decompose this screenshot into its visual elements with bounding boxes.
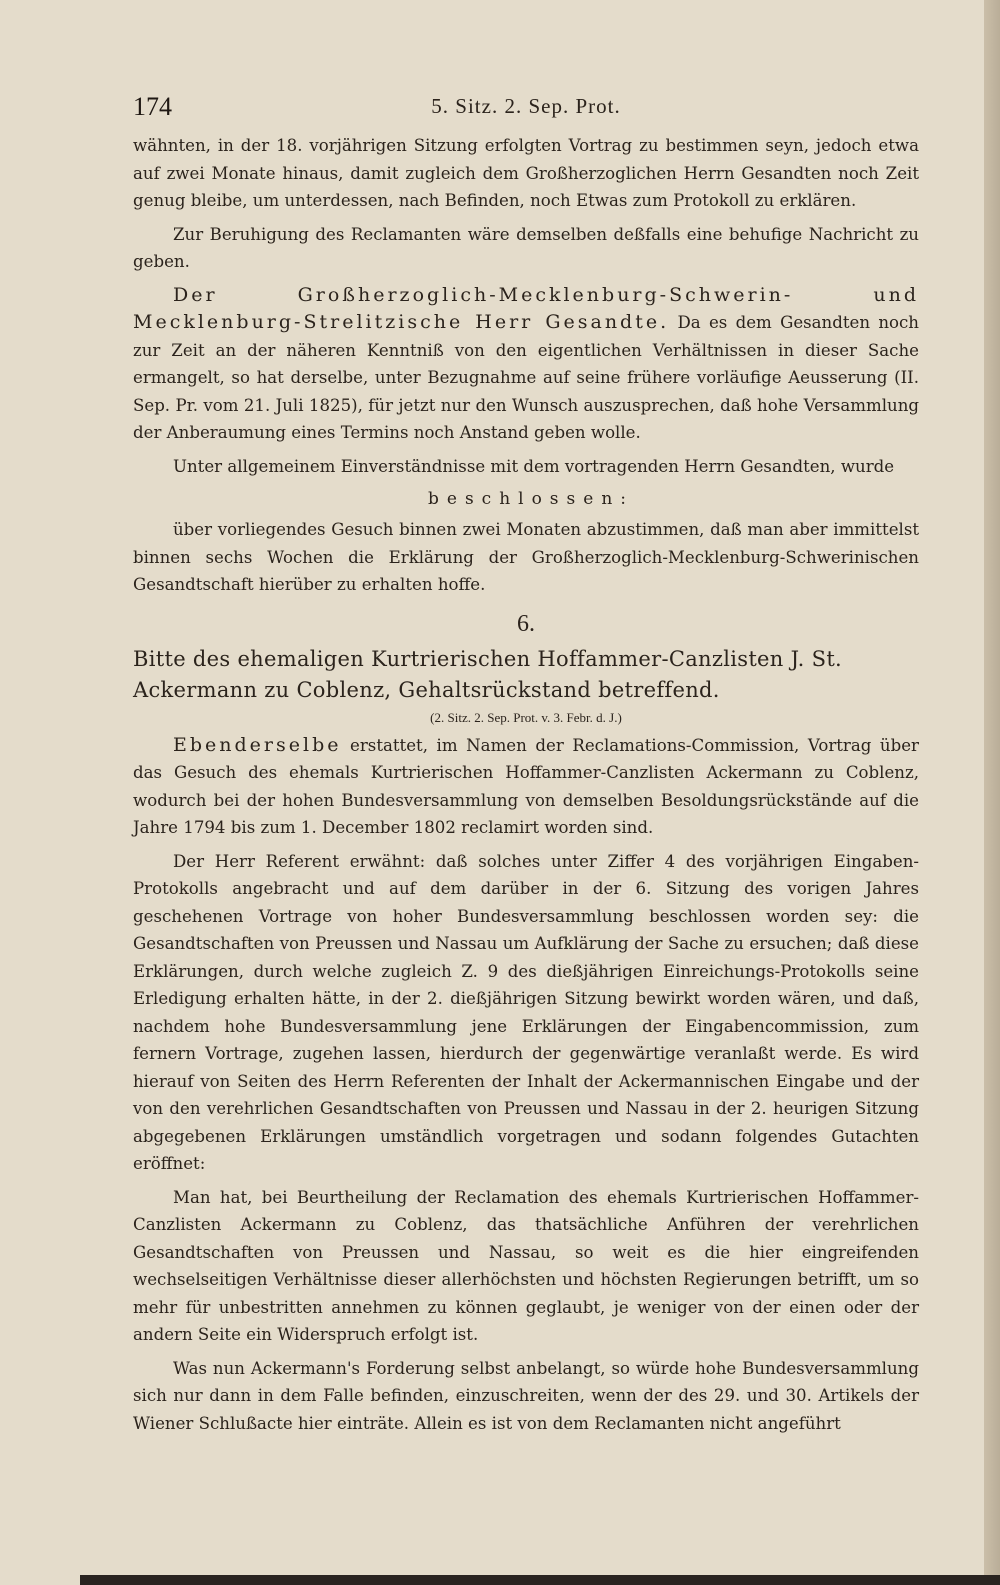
- section-number: 6.: [517, 610, 535, 637]
- page-bottom-edge: [80, 1575, 1000, 1585]
- paragraph-opinion: Man hat, bei Beurtheilung der Reclamation des ehemals Kurtrierischen Hoffammer-Canzlisten Ackermann zu Coblenz, das thatsächliche Anführen der verehrlichen Gesandtschaften von Preussen und Nassau, so weit es die hier eingreifenden wechselseitigen Verhältnisse dieser allerhöchsten und höchsten Regierungen betrifft, um so mehr für unbestritten annehmen zu können geglaubt, je weniger von der einen oder der andern Seite ein Widerspruch erfolgt ist.: [133, 1187, 919, 1344]
- section-title: Bitte des ehemaligen Kurtrierischen Hoffammer-Canzlisten J. St. Ackermann zu Coblenz, Gehaltsrückstand betreffend.: [133, 646, 843, 702]
- running-head: 5. Sitz. 2. Sep. Prot.: [431, 94, 621, 118]
- page-gutter: [984, 0, 1000, 1585]
- speaker-ebenderselbe: Ebenderselbe: [173, 733, 342, 756]
- paragraph-resolution: über vorliegendes Gesuch binnen zwei Monaten abzustimmen, daß man aber immittelst binnen sechs Wochen die Erklärung der Großherzoglich-Mecklenburg-Schwerinischen Gesandtschaft hierüber zu erhalten hoffe.: [133, 520, 919, 594]
- page-number: 174: [133, 92, 172, 121]
- page-header: [133, 92, 919, 128]
- page-content: [133, 92, 919, 1443]
- paragraph-report: [133, 732, 919, 842]
- report-text: erstattet, im Namen der Reclamations-Commission, Vortrag über das Gesuch des ehemals Kurtrierischen Hoffammer-Canzlisten Ackermann zu Coblenz, wodurch bei der hohen Bundesversammlung von demselben Besoldungsrückstände auf die Jahre 1794 bis zum 1. December 1802 reclamirt worden sind.: [133, 735, 919, 837]
- paragraph-consensus: Unter allgemeinem Einverständnisse mit dem vortragenden Herrn Gesandten, wurde: [173, 456, 895, 476]
- resolution-word: beschlossen:: [428, 489, 634, 509]
- section-reference: (2. Sitz. 2. Sep. Prot. v. 3. Febr. d. J.): [430, 709, 622, 725]
- paragraph-reassurance: Zur Beruhigung des Reclamanten wäre demselben deßfalls eine behufige Nachricht zu geben.: [133, 224, 919, 271]
- paragraph-claim: Was nun Ackermann's Forderung selbst anbelangt, so würde hohe Bundesversammlung sich nur dann in dem Falle befinden, einzuschreiten, wenn der des 29. und 30. Artikels der Wiener Schlußacte hier einträte. Allein es ist von dem Reclamanten nicht angeführt: [133, 1358, 919, 1433]
- speaker-mecklenburg-envoy: Der Großherzoglich-Mecklenburg-Schwerin- und Mecklenburg-Strelitzische Herr Gesandte.: [133, 283, 919, 333]
- paragraph-referent: Der Herr Referent erwähnt: daß solches unter Ziffer 4 des vorjährigen Eingaben-Protokolls angebracht und auf dem darüber in der 6. Sitzung des vorigen Jahres geschehenen Vortrage von hoher Bundesversammlung beschlossen worden sey: die Gesandtschaften von Preussen und Nassau um Aufklärung der Sache zu ersuchen; daß diese Erklärungen, durch welche zugleich Z. 9 des dießjährigen Einreichungs-Protokolls seine Erledigung erhalten hätte, in der 2. dießjährigen Sitzung bewirkt worden wären, und daß, nachdem hohe Bundesversammlung jene Erklärungen der Eingabencommission, zum fernern Vortrage, zugehen lassen, hierdurch der gegenwärtige veranlaßt werde. Es wird hierauf von Seiten des Herrn Referenten der Inhalt der Ackermannischen Eingabe und der von den verehrlichen Gesandtschaften von Preussen und Nassau in der 2. heurigen Sitzung abgegebenen Erklärungen umständlich vorgetragen und sodann folgendes Gutachten eröffnet:: [133, 851, 919, 1173]
- paragraph-mecklenburg-statement: [133, 282, 919, 447]
- statement-text: Da es dem Gesandten noch zur Zeit an der näheren Kenntniß von den eigentlichen Verhältnissen in dieser Sache ermangelt, so hat derselbe, unter Bezugnahme auf seine frühere vorläufige Aeusserung (II. Sep. Pr. vom 21. Juli 1825), für jetzt nur den Wunsch auszusprechen, daß hohe Versammlung der Anberaumung eines Termins noch Anstand geben wolle.: [133, 313, 919, 442]
- paragraph-continuation: wähnten, in der 18. vorjährigen Sitzung erfolgten Vortrag zu bestimmen seyn, jedoch etwa auf zwei Monate hinaus, damit zugleich dem Großherzoglichen Herrn Gesandten noch Zeit genug bleibe, um unterdessen, nach Befinden, noch Etwas zum Protokoll zu erklären.: [133, 136, 919, 210]
